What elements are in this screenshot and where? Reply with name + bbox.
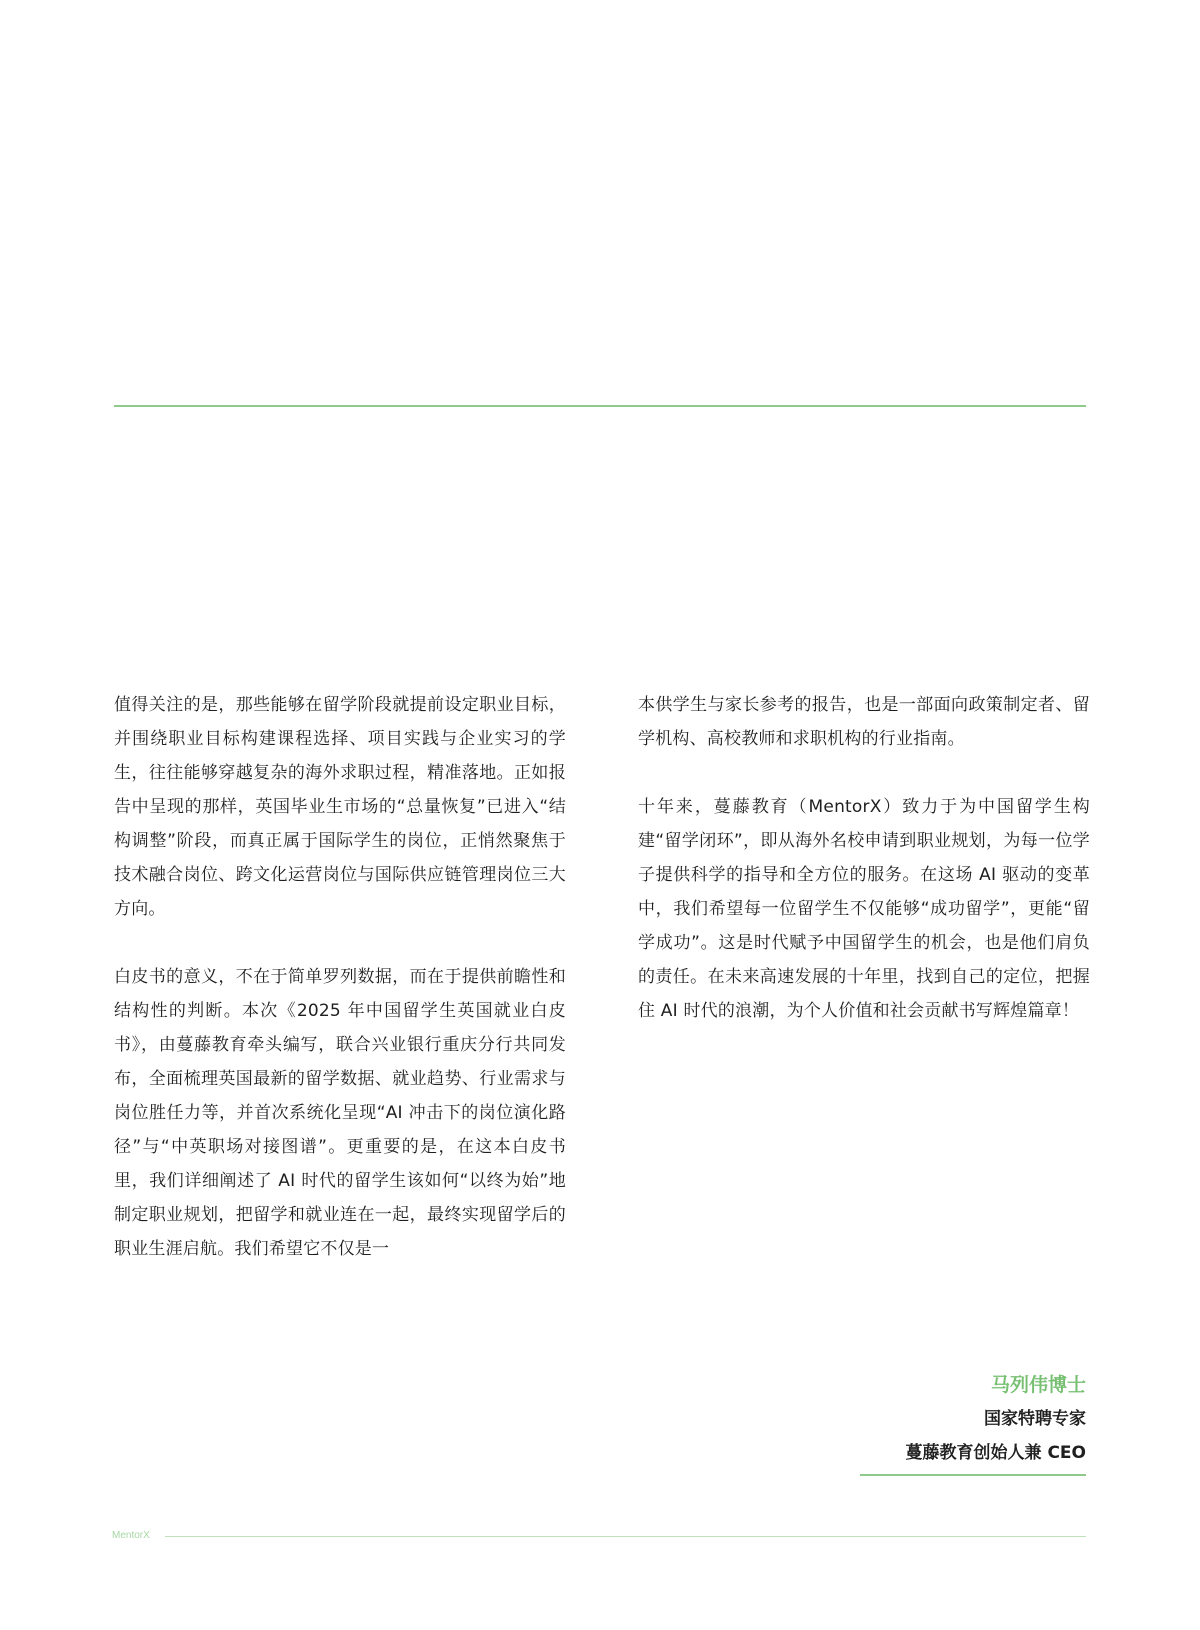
right-column <box>638 688 1090 1062</box>
paragraph: 十年来，蔓藤教育（MentorX）致力于为中国留学生构建“留学闭环”，即从海外名校申请到职业规划，为每一位学子提供科学的指导和全方位的服务。在这场 AI 驱动的变革中，我们希望每一位留学生不仅能够“成功留学”，更能“留学成功”。这是时代赋予中国留学生的机会，也是他们肩负的责任。在未来高速发展的十年里，找到自己的定位，把握住 AI 时代的浪潮，为个人价值和社会贡献书写辉煌篇章！ <box>638 797 1090 1021</box>
footer-brand: MentorX <box>112 1530 150 1541</box>
footer-divider <box>165 1536 1086 1537</box>
signature-underline <box>860 1474 1086 1476</box>
paragraph: 白皮书的意义，不在于简单罗列数据，而在于提供前瞻性和结构性的判断。本次《2025 年中国留学生英国就业白皮书》，由蔓藤教育牵头编写，联合兴业银行重庆分行共同发布，全面梳理英国最新的留学数据、就业趋势、行业需求与岗位胜任力等，并首次系统化呈现“AI 冲击下的岗位演化路径”与“中英职场对接图谱”。更重要的是，在这本白皮书里，我们详细阐述了 AI 时代的留学生该如何“以终为始”地制定职业规划，把留学和就业连在一起，最终实现留学后的职业生涯启航。我们希望它不仅是一 <box>114 967 566 1259</box>
signature-block <box>906 1368 1086 1470</box>
author-role: 蔓藤教育创始人兼 CEO <box>905 1443 1086 1463</box>
top-divider <box>114 405 1086 407</box>
author-title: 国家特聘专家 <box>984 1409 1086 1429</box>
author-name: 马列伟博士 <box>990 1374 1086 1396</box>
paragraph: 本供学生与家长参考的报告，也是一部面向政策制定者、留学机构、高校教师和求职机构的行业指南。 <box>638 695 1090 749</box>
paragraph: 值得关注的是，那些能够在留学阶段就提前设定职业目标，并围绕职业目标构建课程选择、项目实践与企业实习的学生，往往能够穿越复杂的海外求职过程，精准落地。正如报告中呈现的那样，英国毕业生市场的“总量恢复”已进入“结构调整”阶段，而真正属于国际学生的岗位，正悄然聚焦于技术融合岗位、跨文化运营岗位与国际供应链管理岗位三大方向。 <box>114 695 566 919</box>
left-column <box>114 688 566 1300</box>
